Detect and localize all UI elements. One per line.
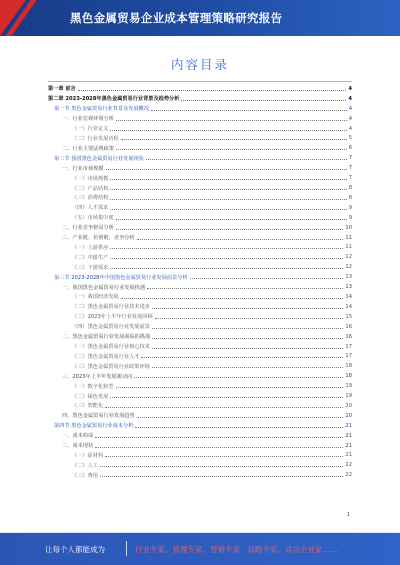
toc-dot-leader <box>152 328 344 329</box>
toc-entry-page: 11 <box>345 234 352 241</box>
toc-entry-page: 10 <box>345 224 352 231</box>
toc-entry-page: 14 <box>345 293 352 300</box>
toc-entry-page: 19 <box>345 393 352 400</box>
toc-entry[interactable] <box>48 153 352 163</box>
toc-entry[interactable] <box>48 381 352 391</box>
toc-entry-label: （三）消费结构 <box>72 195 109 202</box>
toc-dot-leader <box>116 387 344 388</box>
toc-entry-page: 19 <box>345 383 352 390</box>
toc-entry-label: （二）中游生产 <box>72 254 109 261</box>
toc-entry-label: 二、黑色金属贸易行业发展面临的挑战 <box>62 334 151 341</box>
toc-entry-page: 11 <box>345 244 352 251</box>
toc-entry[interactable] <box>48 421 352 431</box>
toc-entry[interactable] <box>48 312 352 322</box>
toc-entry-label: 一、我国黑色金属贸易行业发展机遇 <box>62 284 146 291</box>
toc-entry-page: 9 <box>348 204 352 211</box>
toc-entry-page: 12 <box>345 254 352 261</box>
toc-entry[interactable] <box>48 401 352 411</box>
toc-entry[interactable] <box>48 243 352 253</box>
toc-entry[interactable] <box>48 431 352 441</box>
toc-dot-leader <box>100 476 343 477</box>
toc-entry-page: 4 <box>348 85 352 92</box>
toc-dot-leader <box>110 248 343 249</box>
toc-entry-page: 5 <box>348 135 352 142</box>
toc-entry-label: 四、黑色金属贸易行业发展趋势 <box>62 413 135 420</box>
toc-entry-page: 18 <box>345 373 352 380</box>
toc-entry-label: （四）人才需求 <box>72 205 109 212</box>
toc-dot-leader <box>106 169 347 170</box>
toc-entry-page: 20 <box>345 402 352 409</box>
toc-entry-page: 15 <box>345 313 352 320</box>
toc-entry[interactable] <box>48 282 352 292</box>
toc-entry-label: （一）行业定义 <box>72 126 109 133</box>
toc-entry[interactable] <box>48 213 352 223</box>
toc-entry-label: 三、2023年上半年发展新动向 <box>62 373 133 380</box>
toc-dot-leader <box>181 100 346 101</box>
toc-dot-leader <box>105 456 343 457</box>
toc-entry-page: 4 <box>348 105 352 112</box>
toc-entry[interactable] <box>48 104 352 114</box>
toc-dot-leader <box>146 159 347 160</box>
toc-entry[interactable] <box>48 361 352 371</box>
toc-entry[interactable] <box>48 411 352 421</box>
footer-slogan: 让每个人都能成为 <box>45 545 105 554</box>
toc-entry-label: 第二节 我国黑色金属贸易行业发展现状 <box>54 155 144 162</box>
toc-entry-page: 7 <box>348 155 352 162</box>
toc-dot-leader <box>151 110 347 111</box>
toc-entry-label: （一）数字化转型 <box>72 383 114 390</box>
toc-entry-page: 4 <box>348 95 352 102</box>
toc-entry[interactable] <box>48 252 352 262</box>
toc-entry-label: （三）2023年上半年行业发展回顾 <box>72 314 153 321</box>
toc-dot-leader <box>116 229 344 230</box>
toc-dot-leader <box>152 308 344 309</box>
toc-entry-page: 20 <box>345 412 352 419</box>
toc-entry[interactable] <box>48 470 352 480</box>
toc-dot-leader <box>110 268 343 269</box>
toc-entry[interactable] <box>48 124 352 134</box>
toc-dot-leader <box>110 397 343 398</box>
toc-dot-leader <box>110 258 343 259</box>
toc-dot-leader <box>155 318 344 319</box>
footer-roles: 行业专家、管理专家、营销专家、战略专家、成功企业家…… <box>135 545 338 554</box>
toc-entry[interactable] <box>48 114 352 124</box>
toc-entry-page: 8 <box>348 185 352 192</box>
toc-entry[interactable] <box>48 193 352 203</box>
toc-dot-leader <box>116 219 347 220</box>
toc-entry-label: （二）绿色发展 <box>72 393 109 400</box>
toc-dot-leader <box>110 209 346 210</box>
toc-entry[interactable] <box>48 94 352 104</box>
table-of-contents <box>48 84 352 480</box>
toc-entry-label: （一）黑色金属贸易行业核心技术 <box>72 344 150 351</box>
toc-entry-page: 7 <box>348 175 352 182</box>
toc-dot-leader <box>141 357 343 358</box>
toc-entry[interactable] <box>48 460 352 470</box>
toc-dot-leader <box>116 149 347 150</box>
toc-entry[interactable] <box>48 272 352 282</box>
toc-dot-leader <box>190 278 344 279</box>
footer-separator <box>126 541 127 556</box>
toc-entry-label: （一）原材料 <box>72 452 104 459</box>
toc-dot-leader <box>147 288 343 289</box>
toc-entry[interactable] <box>48 84 352 94</box>
report-header-banner <box>0 0 400 36</box>
toc-entry-page: 16 <box>345 333 352 340</box>
toc-dot-leader <box>134 377 343 378</box>
toc-entry-label: 三、产业链、价值链、竞争分析 <box>62 235 135 242</box>
toc-dot-leader <box>100 466 343 467</box>
toc-entry-page: 22 <box>345 462 352 469</box>
toc-entry-page: 17 <box>345 343 352 350</box>
toc-entry-page: 13 <box>345 284 352 291</box>
toc-entry-page: 17 <box>345 353 352 360</box>
toc-dot-leader <box>110 199 346 200</box>
toc-entry[interactable] <box>48 163 352 173</box>
toc-title-divider <box>48 81 352 82</box>
toc-entry-page: 9 <box>348 214 352 221</box>
toc-entry-label: 第一章 前言 <box>48 86 76 93</box>
toc-entry-label: （二）人工 <box>72 462 98 469</box>
toc-dot-leader <box>135 427 343 428</box>
toc-dot-leader <box>152 338 343 339</box>
report-title: 黑色金属贸易企业成本管理策略研究报告 <box>70 11 283 25</box>
toc-entry-label: （一）上游供应 <box>72 244 109 251</box>
toc-entry-label: 第四节 黑色金属贸易行业成本分析 <box>54 423 134 430</box>
toc-entry[interactable] <box>48 302 352 312</box>
toc-entry[interactable] <box>48 262 352 272</box>
toc-entry[interactable] <box>48 322 352 332</box>
toc-entry-label: （二）黑色金属贸易行业人才 <box>72 353 140 360</box>
toc-entry-page: 16 <box>345 323 352 330</box>
toc-entry-label: （一）我国经济发展 <box>72 294 119 301</box>
toc-dot-leader <box>110 179 346 180</box>
toc-entry-page: 7 <box>348 165 352 172</box>
toc-entry[interactable] <box>48 292 352 302</box>
toc-dot-leader <box>121 139 347 140</box>
toc-entry-page: 22 <box>345 472 352 479</box>
toc-entry[interactable] <box>48 342 352 352</box>
toc-entry-page: 18 <box>345 363 352 370</box>
toc-entry[interactable] <box>48 183 352 193</box>
toc-entry-label: 一、行业市场规模 <box>62 165 104 172</box>
toc-entry-page: 13 <box>345 274 352 281</box>
toc-dot-leader <box>137 239 344 240</box>
toc-dot-leader <box>110 189 346 190</box>
toc-entry[interactable] <box>48 173 352 183</box>
toc-entry-page: 21 <box>345 422 352 429</box>
toc-entry[interactable] <box>48 203 352 213</box>
toc-entry-label: （四）黑色金属贸易行业发展前景 <box>72 324 150 331</box>
toc-entry-label: 二、行业主要法规政策 <box>62 145 114 152</box>
toc-entry[interactable] <box>48 371 352 381</box>
toc-entry-page: 21 <box>345 442 352 449</box>
toc-entry-label: （二）产品结构 <box>72 185 109 192</box>
toc-entry[interactable] <box>48 233 352 243</box>
page-number: 1 <box>346 512 350 518</box>
toc-dot-leader <box>95 447 343 448</box>
toc-entry-page: 21 <box>345 452 352 459</box>
toc-entry-label: （三）下游需求 <box>72 264 109 271</box>
toc-entry-page: 21 <box>345 432 352 439</box>
toc-entry-page: 6 <box>348 145 352 152</box>
toc-entry-label: 一、成本构成 <box>62 433 94 440</box>
toc-entry-page: 4 <box>348 115 352 122</box>
toc-dot-leader <box>152 348 344 349</box>
toc-entry-label: （三）费用 <box>72 472 98 479</box>
toc-entry-label: 一、行业宏观环境分析 <box>62 116 114 123</box>
toc-entry[interactable] <box>48 441 352 451</box>
toc-dot-leader <box>105 407 343 408</box>
toc-dot-leader <box>116 120 347 121</box>
footer-banner <box>0 533 400 565</box>
toc-dot-leader <box>121 298 344 299</box>
toc-dot-leader <box>78 90 347 91</box>
toc-entry[interactable] <box>48 332 352 342</box>
toc-entry-label: （二）黑色金属贸易行业技术进步 <box>72 304 150 311</box>
toc-entry[interactable] <box>48 223 352 233</box>
toc-entry-page: 4 <box>348 125 352 132</box>
toc-title: 内容目录 <box>170 57 229 72</box>
toc-entry[interactable] <box>48 134 352 144</box>
toc-entry-page: 8 <box>348 194 352 201</box>
toc-entry-label: （一）市场规模 <box>72 175 109 182</box>
toc-entry-label: （五）市场集中度 <box>72 215 114 222</box>
toc-dot-leader <box>152 367 344 368</box>
toc-entry-label: 第三节 2023-2028年中国黑色金属贸易行业发展前景分析 <box>54 274 188 281</box>
toc-entry[interactable] <box>48 451 352 461</box>
toc-entry-label: （三）黑色金属贸易行业政策环境 <box>72 363 150 370</box>
toc-entry-label: 第一节 黑色金属贸易行业背景及发展概况 <box>54 106 150 113</box>
toc-entry-page: 14 <box>345 303 352 310</box>
toc-entry[interactable] <box>48 143 352 153</box>
toc-dot-leader <box>110 130 346 131</box>
toc-dot-leader <box>137 417 344 418</box>
toc-entry[interactable] <box>48 351 352 361</box>
toc-entry-label: 二、成本现状 <box>62 443 94 450</box>
toc-entry[interactable] <box>48 391 352 401</box>
toc-entry-label: （二）行业发展历程 <box>72 135 119 142</box>
toc-entry-page: 12 <box>345 264 352 271</box>
toc-entry-label: （三）智能化 <box>72 403 104 410</box>
toc-dot-leader <box>95 437 343 438</box>
toc-entry-label: 第二章 2023-2028年黑色金属贸易行业背景及趋势分析 <box>48 96 180 103</box>
toc-entry-label: 二、行业竞争格局分析 <box>62 225 114 232</box>
